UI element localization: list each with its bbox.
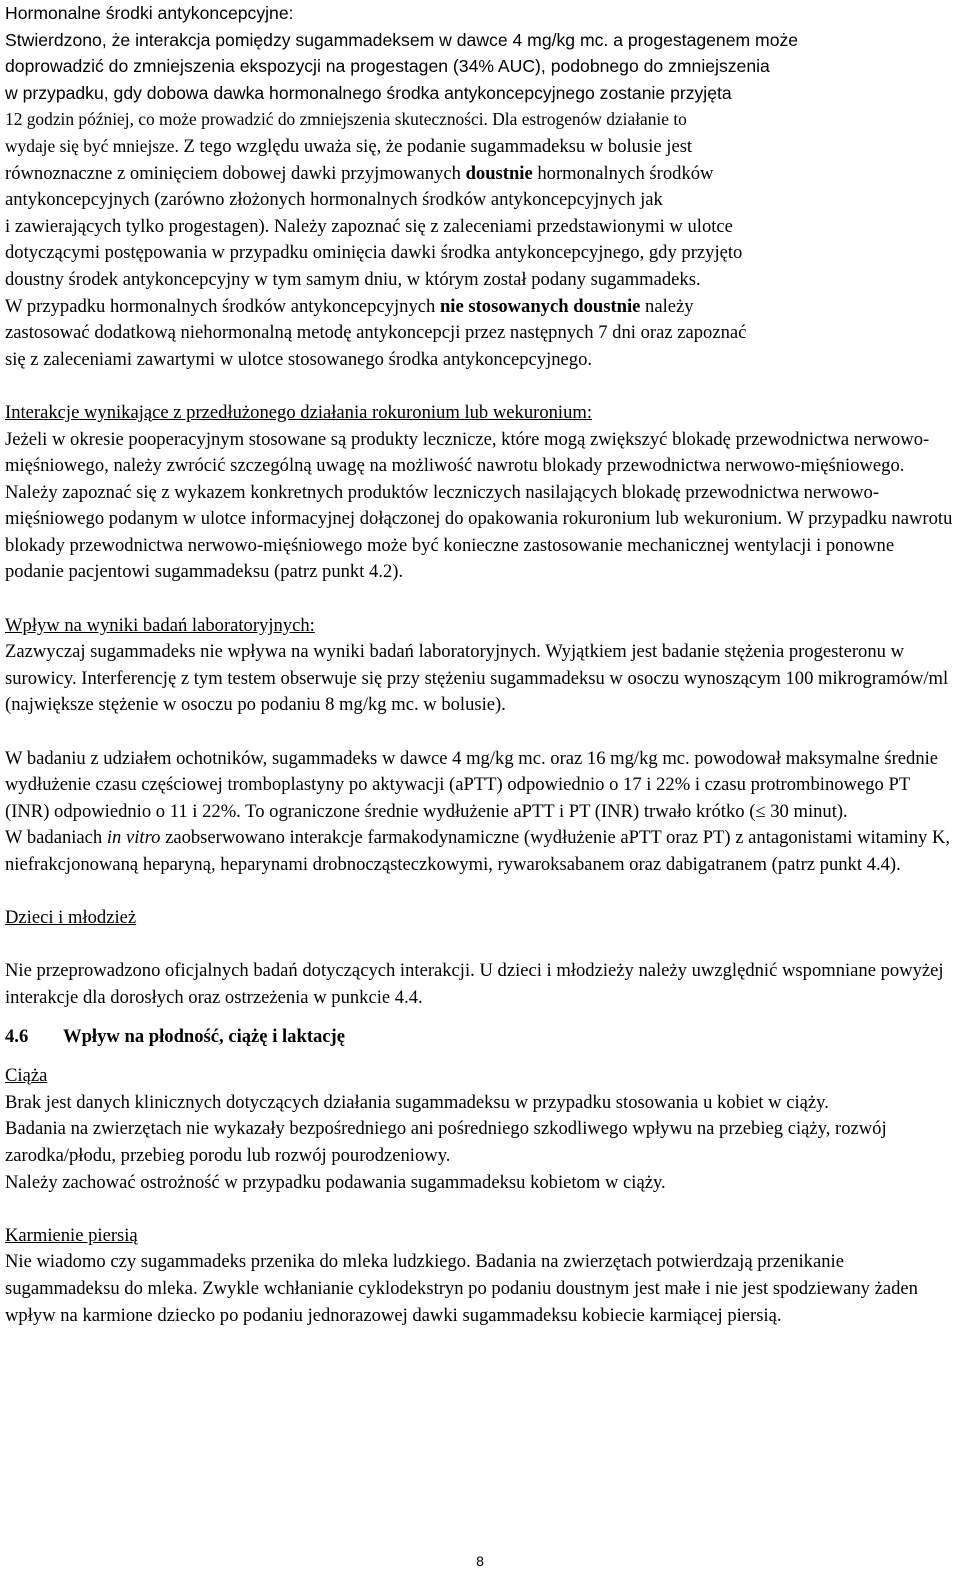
paragraph-line: dotyczącymi postępowania w przypadku ominięcia dawki środka antykoncepcyjnego, gdy przyjęto <box>5 242 743 264</box>
heading-title: Wpływ na płodność, ciążę i laktację <box>63 1025 346 1047</box>
paragraph-line: doprowadzić do zmniejszenia ekspozycji na progestagen (34% AUC), podobnego do zmniejszenia <box>5 56 770 77</box>
paragraph-line: antykoncepcyjnych (zarówno złożonych hormonalnych środków antykoncepcyjnych jak <box>5 189 663 211</box>
paragraph-line <box>5 214 955 241</box>
paragraph-line: w przypadku, gdy dobowa dawka hormonalnego środka antykoncepcyjnego zostanie przyjęta <box>5 82 732 103</box>
spacer <box>5 932 955 959</box>
paragraph-line <box>5 133 955 161</box>
paragraph: W badaniu z udziałem ochotników, sugammadeks w dawce 4 mg/kg mc. oraz 16 mg/kg mc. powodował maksymalne średnie wydłużenie czasu częściowej tromboplastyny po aktywacji (aPTT) odpowiednio o 17 i 22% i czasu protrombinowego PT (INR) odpowiednio o 11 i 22%. To ograniczone średnie wydłużenie aPTT i PT (INR) trwało krótko (≤ 30 minut). <box>5 747 939 822</box>
section-hormonal-contraceptives <box>5 0 955 373</box>
paragraph-line: doustny środek antykoncepcyjny w tym samym dniu, w którym został podany sugammadeks. <box>5 268 701 290</box>
text-span: i zawierających tylko progestagen). <box>5 215 270 237</box>
paragraph: Nie przeprowadzono oficjalnych badań dotyczących interakcji. U dzieci i młodzieży należy uwzględnić wspomniane powyżej interakcje dla dorosłych oraz ostrzeżenia w punkcie 4.4. <box>5 960 944 1008</box>
document-page <box>5 0 955 1329</box>
text-span: równoznaczne z ominięciem dobowej dawki przyjmowanych <box>5 162 466 184</box>
spacer <box>5 719 955 746</box>
spacer <box>5 586 955 613</box>
section-breastfeeding <box>5 1223 955 1329</box>
paragraph-line: zastosować dodatkową niehormonalną metodę antykoncepcji przez następnych 7 dni oraz zapoznać <box>5 322 747 344</box>
text-span: należy <box>640 295 694 317</box>
paragraph: Badania na zwierzętach nie wykazały bezpośredniego ani pośredniego szkodliwego wpływu na przebieg ciąży, rozwój zarodka/płodu, przebieg porodu lub rozwój pourodzeniowy. <box>5 1118 887 1166</box>
text-span: W badaniach <box>5 827 107 849</box>
section-prolonged-action <box>5 400 955 586</box>
paragraph: Jeżeli w okresie pooperacyjnym stosowane są produkty lecznicze, które mogą zwiększyć blokadę przewodnictwa nerwowo-mięśniowego, należy zwrócić szczególną uwagę na możliwość nawrotu blokady przewodnictwa nerwowo-mięśniowego. Należy zapoznać się z wykazem konkretnych produktów leczniczych nasilających blokadę przewodnictwa nerwowo-mięśniowego podanym w ulotce informacyjnej dołączonej do opakowania rokuronium lub wekuronium. W przypadku nawrotu blokady przewodnictwa nerwowo-mięśniowego może być konieczne zastosowanie mechanicznej wentylacji i ponowne podanie pacjentowi sugammadeksu (patrz punkt 4.2). <box>5 428 953 583</box>
section-title-breastfeeding: Karmienie piersią <box>5 1224 138 1246</box>
section-title-lab: Wpływ na wyniki badań laboratoryjnych: <box>5 614 315 636</box>
emphasis-in-vitro: in vitro <box>106 827 161 849</box>
emphasis-non-oral: nie stosowanych doustnie <box>439 295 641 317</box>
paragraph: Nie wiadomo czy sugammadeks przenika do mleka ludzkiego. Badania na zwierzętach potwierdzają przenikanie sugammadeksu do mleka. Zwykle wchłanianie cyklodekstryn po podaniu doustnym jest małe i nie jest spodziewany żaden wpływ na karmione dziecko po podaniu jednorazowej dawki sugammadeksu kobiecie karmiącej piersią. <box>5 1251 918 1326</box>
spacer <box>5 1050 955 1063</box>
section-lab-tests <box>5 613 955 879</box>
section-title-prolonged: Interakcje wynikające z przedłużonego działania rokuronium lub wekuronium: <box>5 401 593 423</box>
spacer <box>5 879 955 906</box>
text-span: W przypadku hormonalnych środków antykoncepcyjnych <box>5 295 440 317</box>
text-span: wydaje się być mniejsze. <box>5 135 179 156</box>
section-title-children: Dzieci i młodzież <box>5 907 137 929</box>
section-title-hormonal: Hormonalne środki antykoncepcyjne: <box>5 3 294 23</box>
text-span: zaobserwowano interakcje farmakodynamiczne (wydłużenie aPTT oraz PT) z antagonistami witaminy K, niefrakcjonowaną heparyną, heparynami drobnocząsteczkowymi, rywaroksabanem oraz dabigatranem (patrz punkt 4.4). <box>5 827 951 875</box>
heading-number: 4.6 <box>5 1025 29 1047</box>
section-pregnancy <box>5 1063 955 1196</box>
section-children <box>5 905 955 1011</box>
paragraph-line: się z zaleceniami zawartymi w ulotce stosowanego środka antykoncepcyjnego. <box>5 348 593 370</box>
paragraph-line: 12 godzin później, co może prowadzić do zmniejszenia skuteczności. Dla estrogenów działanie to <box>5 109 687 130</box>
paragraph-line <box>5 294 955 321</box>
paragraph: Zazwyczaj sugammadeks nie wpływa na wyniki badań laboratoryjnych. Wyjątkiem jest badanie stężenia progesteronu w surowicy. Interferencję z tym testem obserwuje się przy stężeniu sugammadeksu w osoczu wynoszącym 100 mikrogramów/ml (największe stężenie w osoczu po podaniu 8 mg/kg mc. w bolusie). <box>5 641 949 716</box>
spacer <box>5 373 955 400</box>
section-title-pregnancy: Ciąża <box>5 1065 48 1087</box>
heading-4-6 <box>5 1024 955 1051</box>
paragraph-line: Stwierdzono, że interakcja pomiędzy sugammadeksem w dawce 4 mg/kg mc. a progestagenem może <box>5 29 799 50</box>
paragraph <box>5 825 955 878</box>
emphasis-oral: doustnie <box>465 162 533 184</box>
text-span: hormonalnych środków <box>532 162 714 184</box>
paragraph: Należy zachować ostrożność w przypadku podawania sugammadeksu kobietom w ciąży. <box>5 1171 666 1193</box>
spacer <box>5 1196 955 1223</box>
text-span: Należy zapoznać się z zaleceniami przedstawionymi w ulotce <box>269 215 733 237</box>
page-number: 8 <box>476 1553 484 1569</box>
paragraph: Brak jest danych klinicznych dotyczących działania sugammadeksu w przypadku stosowania u kobiet w ciąży. <box>5 1091 829 1113</box>
text-span: Z tego względu uważa się, że podanie sugammadeksu w bolusie jest <box>178 135 693 157</box>
paragraph-line <box>5 161 955 188</box>
